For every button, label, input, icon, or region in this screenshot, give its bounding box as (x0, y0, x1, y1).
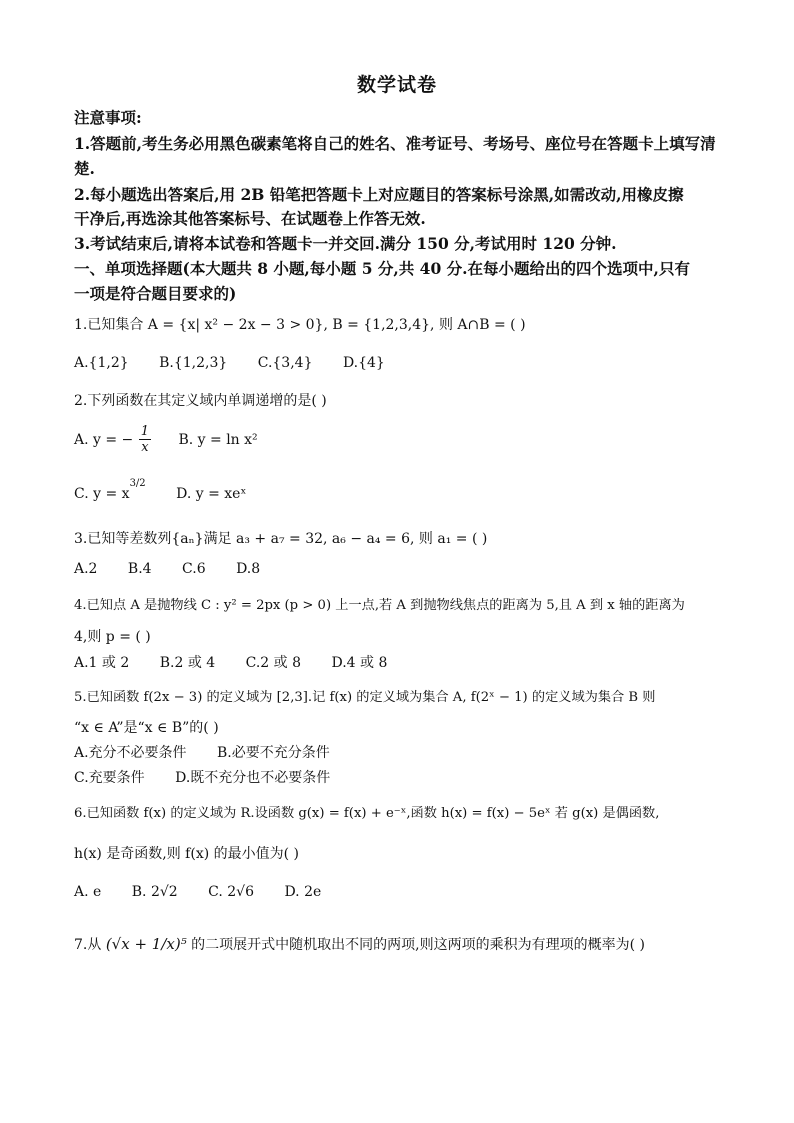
question-2-options-ab (74, 424, 734, 455)
option-c-prefix: C. y = x (74, 485, 130, 502)
option-a: A.1 或 2 (74, 655, 130, 671)
question-3-options (74, 561, 734, 577)
question-5-stem-cont: “x ∈ A”是“x ∈ B”的( ) (74, 720, 219, 736)
option-b: B.2 或 4 (159, 655, 216, 671)
question-5-options-row2 (74, 767, 734, 787)
option-b: B. y = ln x² (178, 431, 258, 448)
exponent: 3/2 (129, 478, 146, 489)
question-4-stem-cont: 4,则 p = ( ) (74, 629, 151, 645)
fraction-numerator: 1 (140, 424, 150, 439)
notice-item-1: 1.答题前,考生务必用黑色碳素笔将自己的姓名、准考证号、考场号、座位号在答题卡上填写清 (74, 134, 716, 153)
option-c: C. 2√6 (208, 884, 254, 900)
fraction-denominator: x (141, 440, 149, 455)
question-6-options (74, 884, 734, 900)
question-5-stem: 5.已知函数 f(2x − 3) 的定义域为 [2,3].记 f(x) 的定义域为集合 A, f(2ˣ − 1) 的定义域为集合 B 则 (74, 690, 656, 705)
question-2-options-cd (74, 478, 734, 502)
question-4-stem: 4.已知点 A 是抛物线 C : y² = 2px (p > 0) 上一点,若 A 到抛物线焦点的距离为 5,且 A 到 x 轴的距离为 (74, 598, 685, 613)
option-d: D.4 或 8 (331, 655, 388, 671)
fraction (139, 424, 151, 455)
page-title: 数学试卷 (356, 74, 437, 96)
option-b: B.4 (127, 561, 152, 577)
option-c (74, 478, 150, 502)
option-a: A. e (74, 884, 102, 900)
option-d: D.8 (236, 561, 261, 577)
option-c: C.2 或 8 (245, 655, 302, 671)
question-7-stem (74, 934, 734, 954)
question-6-stem: 6.已知函数 f(x) 的定义域为 R.设函数 g(x) = f(x) + e⁻ˣ,函数 h(x) = f(x) − 5eˣ 若 g(x) 是偶函数, (74, 806, 660, 821)
option-d: D. 2e (284, 884, 322, 900)
question-1-options (74, 355, 734, 371)
binomial-expression: (√x + 1/x)⁵ (105, 935, 187, 953)
question-1-stem: 1.已知集合 A = {x| x² − 2x − 3 > 0}, B = {1,2,3,4}, 则 A∩B = ( ) (74, 317, 526, 333)
option-a-prefix: A. y = − (74, 431, 134, 448)
question-7-suffix: 的二项展开式中随机取出不同的两项,则这两项的乘积为有理项的概率为( ) (191, 937, 645, 953)
option-d: D.{4} (342, 355, 385, 371)
option-b: B. 2√2 (131, 884, 178, 900)
option-d: D. y = xeˣ (176, 485, 247, 502)
notice-item-3: 3.考试结束后,请将本试卷和答题卡一并交回.满分 150 分,考试用时 120 分钟. (74, 234, 617, 253)
question-2-stem: 2.下列函数在其定义域内单调递增的是( ) (74, 393, 327, 409)
question-5-options-row1 (74, 742, 734, 762)
notice-item-2-cont: 干净后,再选涂其他答案标号、在试题卷上作答无效. (74, 209, 426, 228)
question-4-options (74, 652, 734, 672)
option-c: C.充要条件 (74, 770, 145, 786)
question-3-stem: 3.已知等差数列{aₙ}满足 a₃ + a₇ = 32, a₆ − a₄ = 6, 则 a₁ = ( ) (74, 531, 488, 547)
section-heading: 一、单项选择题(本大题共 8 小题,每小题 5 分,共 40 分.在每小题给出的四个选项中,只有 (74, 259, 690, 278)
option-c: C.6 (182, 561, 206, 577)
notice-item-1-cont: 楚. (74, 159, 95, 178)
option-d: D.既不充分也不必要条件 (175, 770, 331, 786)
question-7-prefix: 7.从 (74, 937, 102, 953)
option-b: B.{1,2,3} (159, 355, 228, 371)
notice-item-2: 2.每小题选出答案后,用 2B 铅笔把答题卡上对应题目的答案标号涂黑,如需改动,用橡皮擦 (74, 185, 684, 204)
question-6-stem-cont: h(x) 是奇函数,则 f(x) 的最小值为( ) (74, 846, 300, 862)
option-a: A.2 (74, 561, 98, 577)
option-a: A.充分不必要条件 (74, 745, 187, 761)
option-b: B.必要不充分条件 (217, 745, 330, 761)
option-a (74, 424, 156, 455)
option-c: C.{3,4} (257, 355, 313, 371)
option-a: A.{1,2} (74, 355, 129, 371)
notice-heading: 注意事项: (74, 108, 142, 127)
section-heading-cont: 一项是符合题目要求的) (74, 284, 237, 303)
